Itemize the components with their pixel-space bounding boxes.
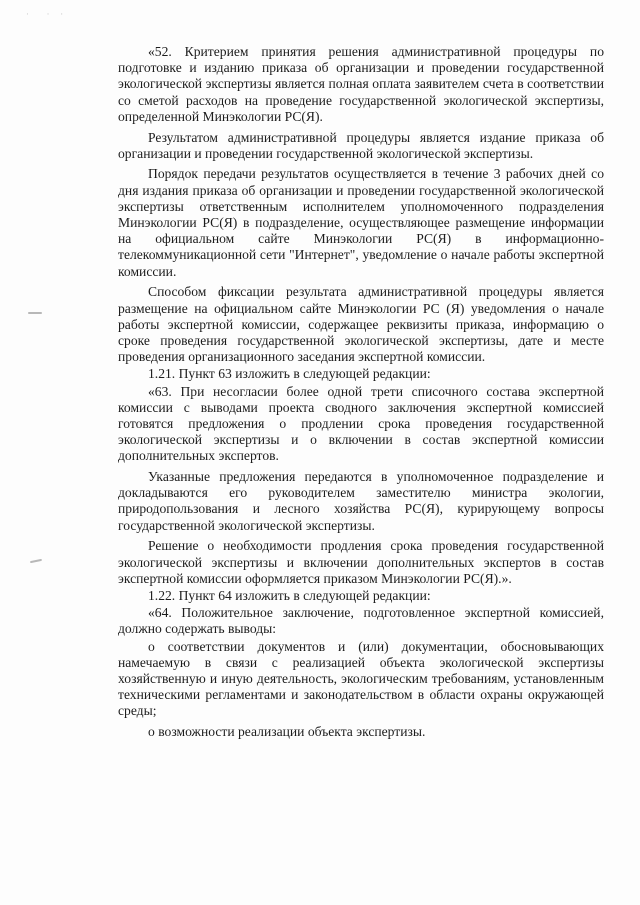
paragraph-result-fixation: Способом фиксации результата административной процедуры является размещение на официальном сайте Минэкологии РС (Я) уведомления о начале работы экспертной комиссии, содержащее реквизиты приказа, информацию о сроке проведения государственной экологической экспертизы, дате и месте проведения организационного заседания экспертной комиссии. [118,284,604,365]
paragraph-63-disagreement: «63. При несогласии более одной трети списочного состава экспертной комиссии с выводами проекта сводного заключения экспертной комиссией готовятся предложения о продлении срока проведения государственной экологической экспертизы и о включении в состав экспертной комиссии дополнительных экспертов. [118,383,604,464]
document-body [118,44,604,740]
scan-noise-marks: · · · [26,10,68,20]
paragraph-transfer-procedure: Порядок передачи результатов осуществляется в течение 3 рабочих дней со дня издания приказа об организации и проведении государственной экологической экспертизы ответственным исполнителем уполномоченного подразделения Минэкологии РС(Я) в подразделение, осуществляющее размещение информации на официальном сайте Минэкологии РС(Я) в информационно-телекоммуникационной сети "Интернет", уведомление о начале работы экспертной комиссии. [118,166,604,279]
paragraph-amendment-1-21: 1.21. Пункт 63 изложить в следующей редакции: [148,366,431,382]
paragraph-proposals-transfer: Указанные предложения передаются в уполномоченное подразделение и докладываются его руководителем заместителю министра экологии, природопользования и лесного хозяйства РС(Я), курирующему вопросы государственной экологической экспертизы. [118,469,604,533]
scan-margin-mark [28,312,42,314]
paragraph-amendment-1-22: 1.22. Пункт 64 изложить в следующей редакции: [148,588,431,603]
paragraph-extension-decision: Решение о необходимости продления срока проведения государственной экологической экспертизы и включении дополнительных экспертов в состав экспертной комиссии оформляется приказом Минэкологии РС(Я).». [118,538,604,586]
scan-margin-mark [30,559,42,563]
paragraph-64-positive-conclusion: «64. Положительное заключение, подготовленное экспертной комиссией, должно содержать выводы: [118,605,604,637]
paragraph-52-criterion: «52. Критерием принятия решения административной процедуры по подготовке и изданию приказа об организации и проведении государственной экологической экспертизы является полная оплата заявителем счета в соответствии со сметой расходов на проведение государственной экологической экспертизы, определенной Минэкологии РС(Я). [118,44,604,124]
paragraph-feasibility-conclusion: о возможности реализации объекта экспертизы. [148,724,426,740]
paragraph-compliance-conclusion: о соответствии документов и (или) документации, обосновывающих намечаемую в связи с реализацией объекта экологической экспертизы хозяйственную и иную деятельность, экологическим требованиям, установленным техническими регламентами и законодательством в области охраны окружающей среды; [118,638,604,719]
paragraph-procedure-result: Результатом административной процедуры является издание приказа об организации и проведении государственной экологической экспертизы. [118,129,604,161]
